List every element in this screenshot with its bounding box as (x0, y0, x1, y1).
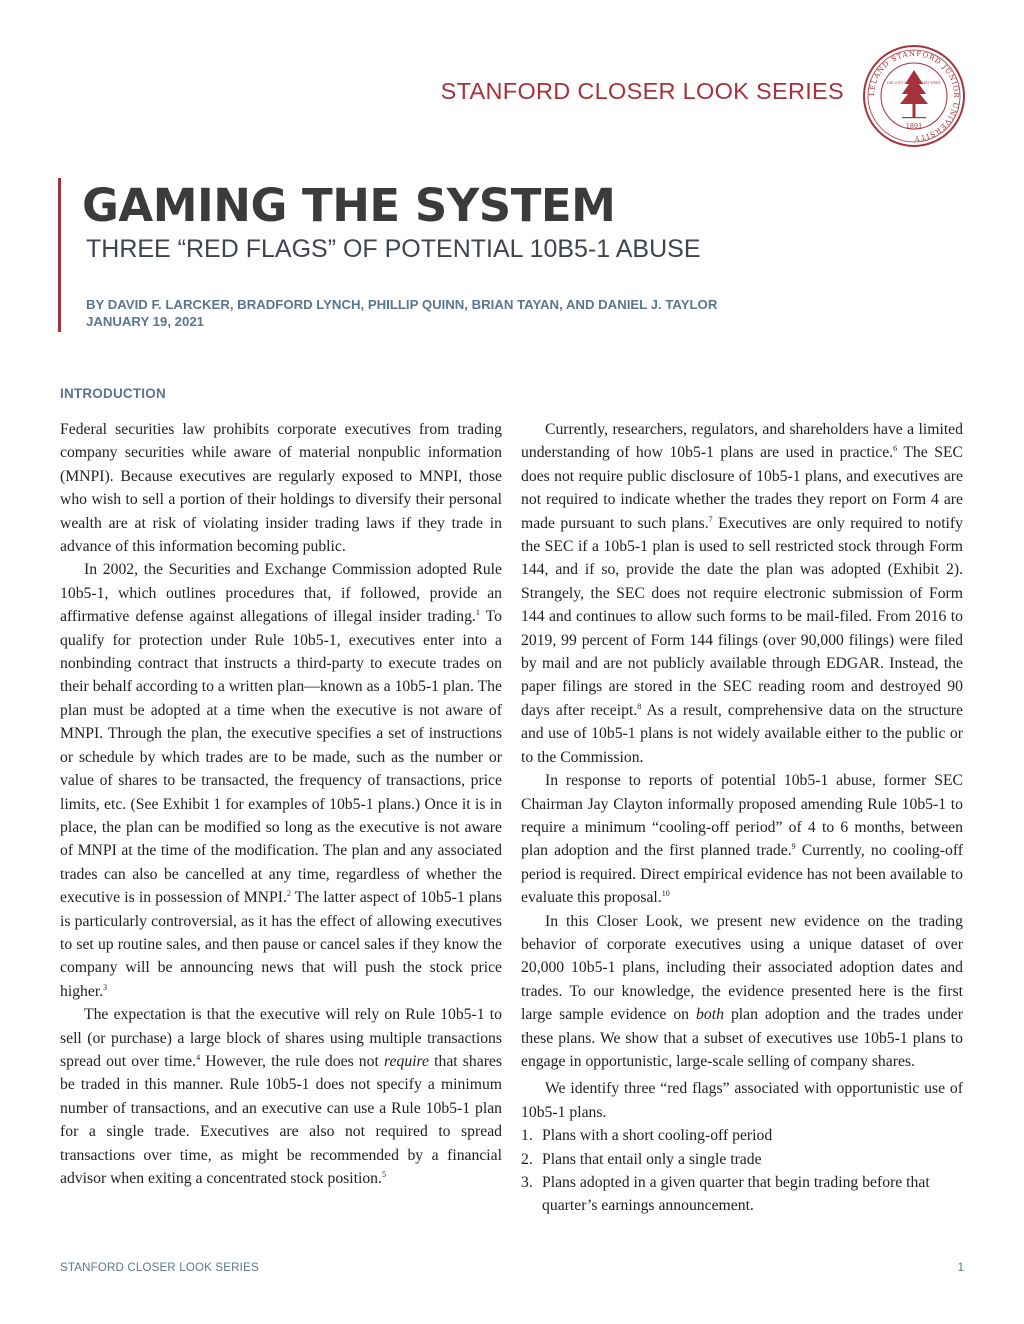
byline (86, 296, 717, 330)
red-flags-list (521, 1124, 963, 1218)
title-accent-rule (58, 178, 61, 332)
series-header: STANFORD CLOSER LOOK SERIES (440, 78, 844, 104)
footnote-ref: 4 (196, 1052, 201, 1062)
list-item: 2. Plans that entail only a single trade (521, 1150, 762, 1168)
stanford-seal-icon (862, 44, 966, 148)
footer-series: STANFORD CLOSER LOOK SERIES (60, 1262, 259, 1274)
section-heading-introduction: INTRODUCTION (60, 386, 166, 401)
list-item: 3. Plans adopted in a given quarter that begin trading before that quarter’s earnings announcement. (521, 1174, 930, 1215)
footnote-ref: 3 (103, 982, 108, 992)
right-paragraph-2: In response to reports of potential 10b5-1 abuse, former SEC Chairman Jay Clayton informally proposed amending Rule 10b5-1 to require a minimum “cooling-off period” of 4 to 6 months, between plan adoption and the first planned trade.$^9$ Currently, no cooling-off period is required. Direct empirical evidence has not been available to evaluate this proposal.$^{10}$ (521, 772, 963, 907)
right-paragraph-3: In this Closer Look, we present new evidence on the trading behavior of corporate executives using a unique dataset of over 20,000 10b5-1 plans, including their associated adoption dates and trades. To our knowledge, the evidence presented here is the first large sample evidence on both plan adoption and the trades under these plans. We show that a subset of executives use 10b5-1 plans to engage in opportunistic, large-scale selling of company shares. (521, 912, 963, 1070)
footnote-ref: 6 (893, 444, 898, 454)
seal-motto: DIE LUFT DER FREIHEIT WEHT (887, 81, 941, 85)
left-paragraph-2: In 2002, the Securities and Exchange Commission adopted Rule 10b5-1, which outlines procedures that, if followed, provide an affirmative defense against allegations of illegal insider trading.$^1$ To qualify for protection under Rule 10b5-1, executives enter into a nonbinding contract that instructs a third-party to execute trades on their behalf according to a written plan––known as a 10b5-1 plan. The plan must be adopted at a time when the executive is not aware of MNPI. Through the plan, the executive specifies a set of instructions or schedule by which trades are to be made, such as the number or value of shares to be transacted, the frequency of transactions, price limits, etc. (See Exhibit 1 for examples of 10b5-1 plans.) Once it is in place, the plan can be modified so long as the executive is not aware of MNPI at the time of the modification. The plan and any associated trades can also be cancelled at any time, regardless of whether the executive is in possession of MNPI.$^2$ The latter aspect of 10b5-1 plans is particularly controversial, as it has the effect of allowing executives to set up routine sales, and then pause or cancel sales if they know the company will be announcing news that will push the stock price higher.$^3$ (60, 561, 503, 1000)
footnote-ref: 2 (286, 889, 291, 899)
left-paragraph-3: The expectation is that the executive will rely on Rule 10b5-1 to sell (or purchase) a large block of shares using multiple transactions spread out over time.$^4$ However, the rule does not require that shares be traded in this manner. Rule 10b5-1 does not specify a minimum number of transactions, and an executive can use a Rule 10b5-1 plan for a single trade. Executives are also not required to spread transactions over time, as might be recommended by a financial advisor when exiting a concentrated stock position.$^5$ (60, 1006, 502, 1187)
footnote-ref: 5 (381, 1170, 386, 1179)
right-column (521, 418, 963, 1218)
footnote-ref: 8 (637, 701, 642, 711)
right-paragraph-4: We identify three “red flags” associated with opportunistic use of 10b5-1 plans. (521, 1080, 963, 1121)
byline-authors: BY DAVID F. LARCKER, BRADFORD LYNCH, PHILLIP QUINN, BRIAN TAYAN, AND DANIEL J. TAYLOR (86, 297, 718, 312)
page-number: 1 (957, 1262, 964, 1274)
footnote-ref: 10 (661, 889, 670, 899)
seal-year: 1891 (905, 122, 923, 130)
document-title: GAMING THE SYSTEM (82, 179, 616, 232)
list-item: 1. Plans with a short cooling-off period (521, 1127, 773, 1145)
left-paragraph-1: Federal securities law prohibits corporate executives from trading company securities while aware of material nonpublic information (MNPI). Because executives are regularly exposed to MNPI, those who wish to sell a portion of their holdings to diversify their personal wealth are at risk of violating insider trading laws if they trade in advance of this information becoming public. (60, 421, 502, 556)
seal-ring-text: LELAND STANFORD JUNIOR UNIVERSITY (867, 49, 961, 143)
left-column (60, 418, 502, 1190)
byline-date: JANUARY 19, 2021 (86, 314, 205, 329)
right-paragraph-1: Currently, researchers, regulators, and shareholders have a limited understanding of how 10b5-1 plans are used in practice.$^6$ The SEC does not require public disclosure of 10b5-1 plans, and executives are not required to indicate whether the trades they report on Form 4 are made pursuant to such plans.$^7$ Executives are only required to notify the SEC if a 10b5-1 plan is used to sell restricted stock through Form 144, and if so, provide the date the plan was adopted (Exhibit 2). Strangely, the SEC does not require electronic submission of Form 144 and continues to allow such forms to be mail-filed. From 2016 to 2019, 99 percent of Form 144 filings (over 90,000 filings) were filed by mail and are not publicly available through EDGAR. Instead, the paper filings are stored in the SEC reading room and destroyed 90 days after receipt.$^8$ As a result, comprehensive data on the structure and use of 10b5-1 plans is not widely available either to the public or to the Commission. (521, 421, 963, 766)
footnote-ref: 9 (791, 842, 796, 852)
footnote-ref: 7 (708, 514, 713, 524)
footnote-ref: 1 (475, 608, 480, 618)
document-subtitle: THREE “RED FLAGS” OF POTENTIAL 10B5-1 ABUSE (86, 235, 701, 263)
